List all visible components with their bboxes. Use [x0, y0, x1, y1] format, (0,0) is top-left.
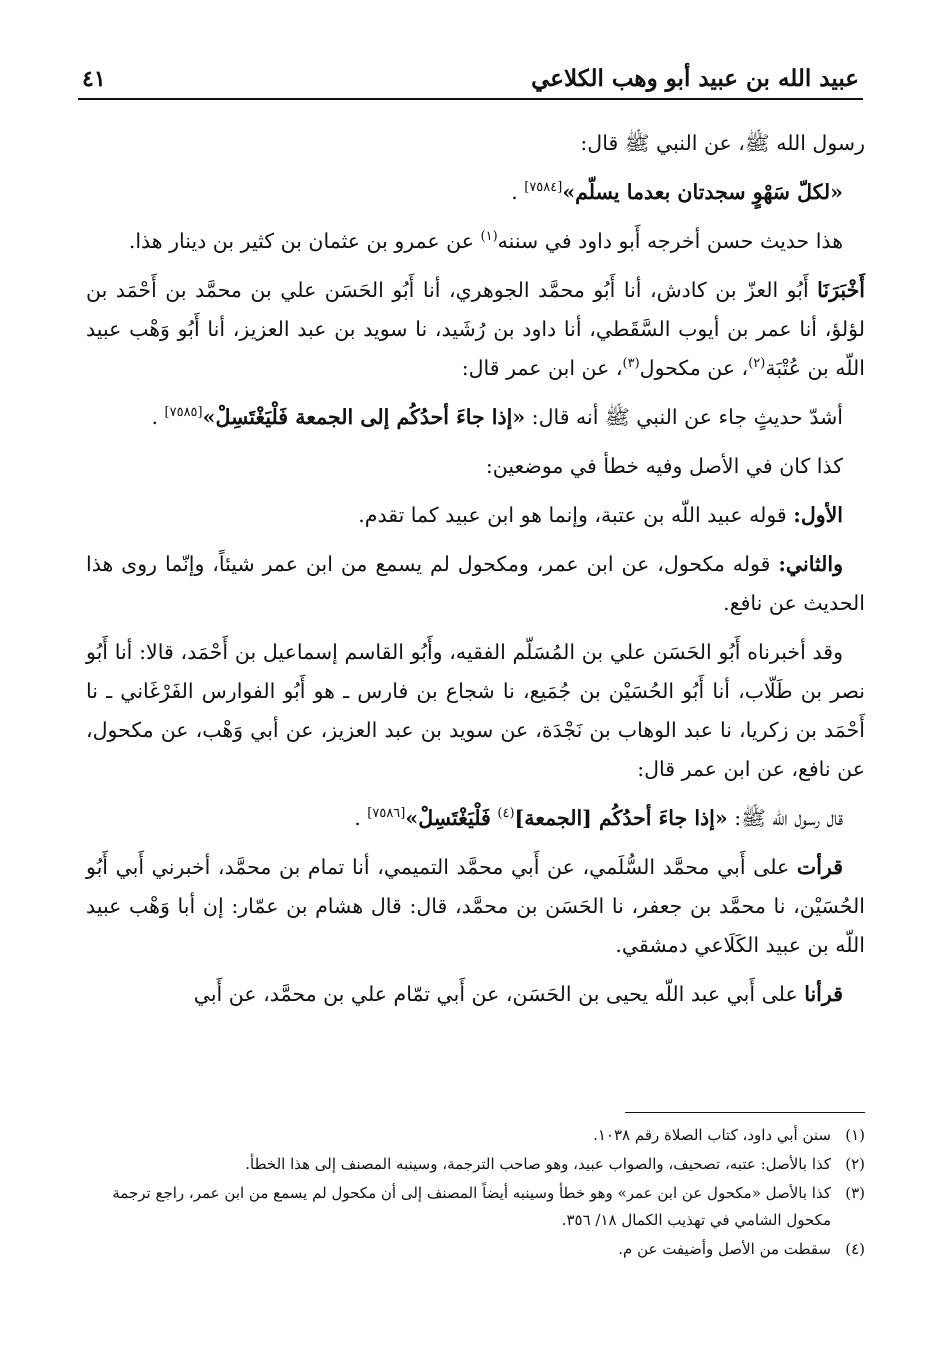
header-title: عبيد الله بن عبيد أبو وهب الكلاعي: [531, 65, 859, 92]
paragraph-7: [86, 496, 865, 535]
paragraph-8-lead: والثاني:: [778, 552, 843, 576]
footnote-1: [86, 1122, 865, 1149]
paragraph-7-text: قوله عبيد اللّه بن عتبة، وإنما هو ابن عبيد كما تقدم.: [358, 503, 787, 527]
paragraph-6: [86, 447, 865, 486]
paragraph-12-lead: قرأنا: [804, 982, 843, 1006]
footnote-ref-2: (٢): [748, 356, 766, 372]
hadith-number-7584: [٧٥٨٤]: [524, 180, 563, 196]
paragraph-1-text: رسول الله ﷺ، عن النبي ﷺ قال:: [580, 131, 865, 155]
footnote-4: [86, 1236, 865, 1263]
footnote-ref-4: (٤): [497, 806, 515, 822]
footnote-number: (٤): [845, 1240, 865, 1258]
paragraph-4-mid: ، عن مكحول: [639, 356, 749, 380]
paragraph-10: قال رسول الله ﷺ: «إذا جاءَ أحدُكُم [الجمعة]$^{(٤)}$ فَلْيَغْتَسِلْ»[٧٥٨٦] .: [354, 806, 843, 830]
paragraph-11-lead: قرأت: [796, 855, 843, 879]
paragraph-11-text: على أَبي محمَّد السُّلَمي، عن أَبي محمَّد التميمي، أنا تمام بن محمَّد، أخبرني أَبي أَبُو الحُسَيْن، نا محمَّد بن جعفر، نا الحَسَن بن محمَّد، قال: قال هشام بن عمّار: إن أبا وَهْب عبيد اللّه بن عبيد الكَلَاعي دمشقي.: [86, 855, 865, 957]
hadith-number-7585: [٧٥٨٥]: [164, 405, 203, 421]
paragraph-9: [86, 633, 865, 789]
paragraph-4-end: ، عن ابن عمر قال:: [461, 356, 623, 380]
hadith-quote-3a: «إذا جاءَ أحدُكُم [الجمعة]: [514, 806, 728, 830]
paragraph-3: [86, 222, 865, 261]
paragraph-4-lead: أَخْبَرَنَا: [817, 278, 865, 302]
paragraph-5: أشدّ حديثٍ جاء عن النبي ﷺ أنه قال: «إذا جاءَ أحدُكُم إلى الجمعة فَلْيَغْتَسِلْ»[٧٥٨٥] .: [151, 405, 843, 429]
paragraph-9-text: وقد أخبرناه أَبُو الحَسَن علي بن المُسَلّم الفقيه، وأَبُو القاسم إسماعيل بن أَحْمَد، قالا: أنا أَبُو نصر بن طَلّاب، أنا أَبُو الحُسَيْن بن جُمَيع، نا شجاع بن فارس ـ هو أَبُو الفوارس الفَرْغَاني ـ نا أَحْمَد بن زكريا، نا عبد الوهاب بن نَجْدَة، عن سويد بن عبد العزيز، عن أبي وَهْب، عن مكحول، عن نافع، عن ابن عمر قال:: [86, 640, 865, 781]
paragraph-5-text: أشدّ حديثٍ جاء عن النبي ﷺ أنه قال:: [531, 405, 843, 429]
footnote-text: سنن أبي داود، كتاب الصلاة رقم ١٠٣٨.: [593, 1126, 831, 1144]
paragraph-4: [86, 271, 865, 388]
footnote-divider: [625, 1112, 865, 1113]
footnote-text: كذا بالأصل «مكحول عن ابن عمر» وهو خطأ وسينبه أيضاً المصنف إلى أن مكحول لم يسمع من ابن عمر، راجع ترجمة مكحول الشامي في تهذيب الكمال ١٨/ ٣٥٦.: [112, 1184, 831, 1229]
paragraph-4-text: أَبُو العزّ بن كادش، أنا أَبُو محمَّد الجوهري، أنا أَبُو الحَسَن علي بن محمَّد بن أَحْمَد بن لؤلؤ، أنا عمر بن أيوب السَّقَطي، أنا داود بن رُشَيد، نا سويد بن عبد العزيز، أنا أَبُو وَهْب عبيد اللّه بن عُتْبَة: [86, 278, 865, 380]
footnote-text: سقطت من الأصل وأضيفت عن م.: [618, 1240, 831, 1258]
running-header: [78, 58, 863, 100]
footnote-3: [86, 1180, 865, 1234]
paragraph-7-lead: الأول:: [793, 503, 843, 527]
paragraph-3-rest: عن عمرو بن عثمان بن كثير بن دينار هذا.: [128, 229, 474, 253]
footnote-number: (١): [845, 1126, 865, 1144]
paragraph-12: [86, 975, 865, 1014]
paragraph-10-text: قال رسول الله ﷺ:: [734, 806, 843, 830]
footnote-2: [86, 1151, 865, 1178]
footnote-number: (٣): [845, 1184, 865, 1202]
paragraph-8-text: قوله مكحول، عن ابن عمر، ومكحول لم يسمع من ابن عمر شيئاً، وإنّما روى هذا الحديث عن نافع.: [86, 552, 865, 615]
footnote-ref-1: (١): [480, 229, 498, 245]
paragraph-8: [86, 545, 865, 623]
hadith-quote-2: «إذا جاءَ أحدُكُم إلى الجمعة فَلْيَغْتَسِلْ»: [202, 405, 526, 429]
paragraph-12-text: على أَبي عبد اللّه يحيى بن الحَسَن، عن أَبي تمّام علي بن محمَّد، عن أَبي: [193, 982, 798, 1006]
hadith-quote-3b: فَلْيَغْتَسِلْ»: [405, 806, 491, 830]
paragraph-1: [86, 124, 865, 163]
footnote-text: كذا بالأصل: عتبه، تصحيف، والصواب عبيد، وهو صاحب الترجمة، وسينبه المصنف إلى هذا الخطأ.: [245, 1155, 831, 1173]
footnotes: [86, 1122, 865, 1265]
footnote-ref-3: (٣): [622, 356, 640, 372]
paragraph-3-text: هذا حديث حسن أخرجه أَبو داود في سننه: [497, 229, 843, 253]
paragraph-2: «لكلّ سَهْوٍ سجدتان بعدما يسلّم»[٧٥٨٤] .: [511, 180, 843, 204]
footnote-number: (٢): [845, 1155, 865, 1173]
paragraph-11: [86, 848, 865, 965]
page-number: ٤١: [82, 66, 106, 92]
paragraph-6-text: كذا كان في الأصل وفيه خطأ في موضعين:: [485, 454, 843, 478]
hadith-number-7586: [٧٥٨٦]: [367, 806, 406, 822]
hadith-quote-1: «لكلّ سَهْوٍ سجدتان بعدما يسلّم»: [562, 180, 843, 204]
main-text: [86, 124, 865, 1024]
